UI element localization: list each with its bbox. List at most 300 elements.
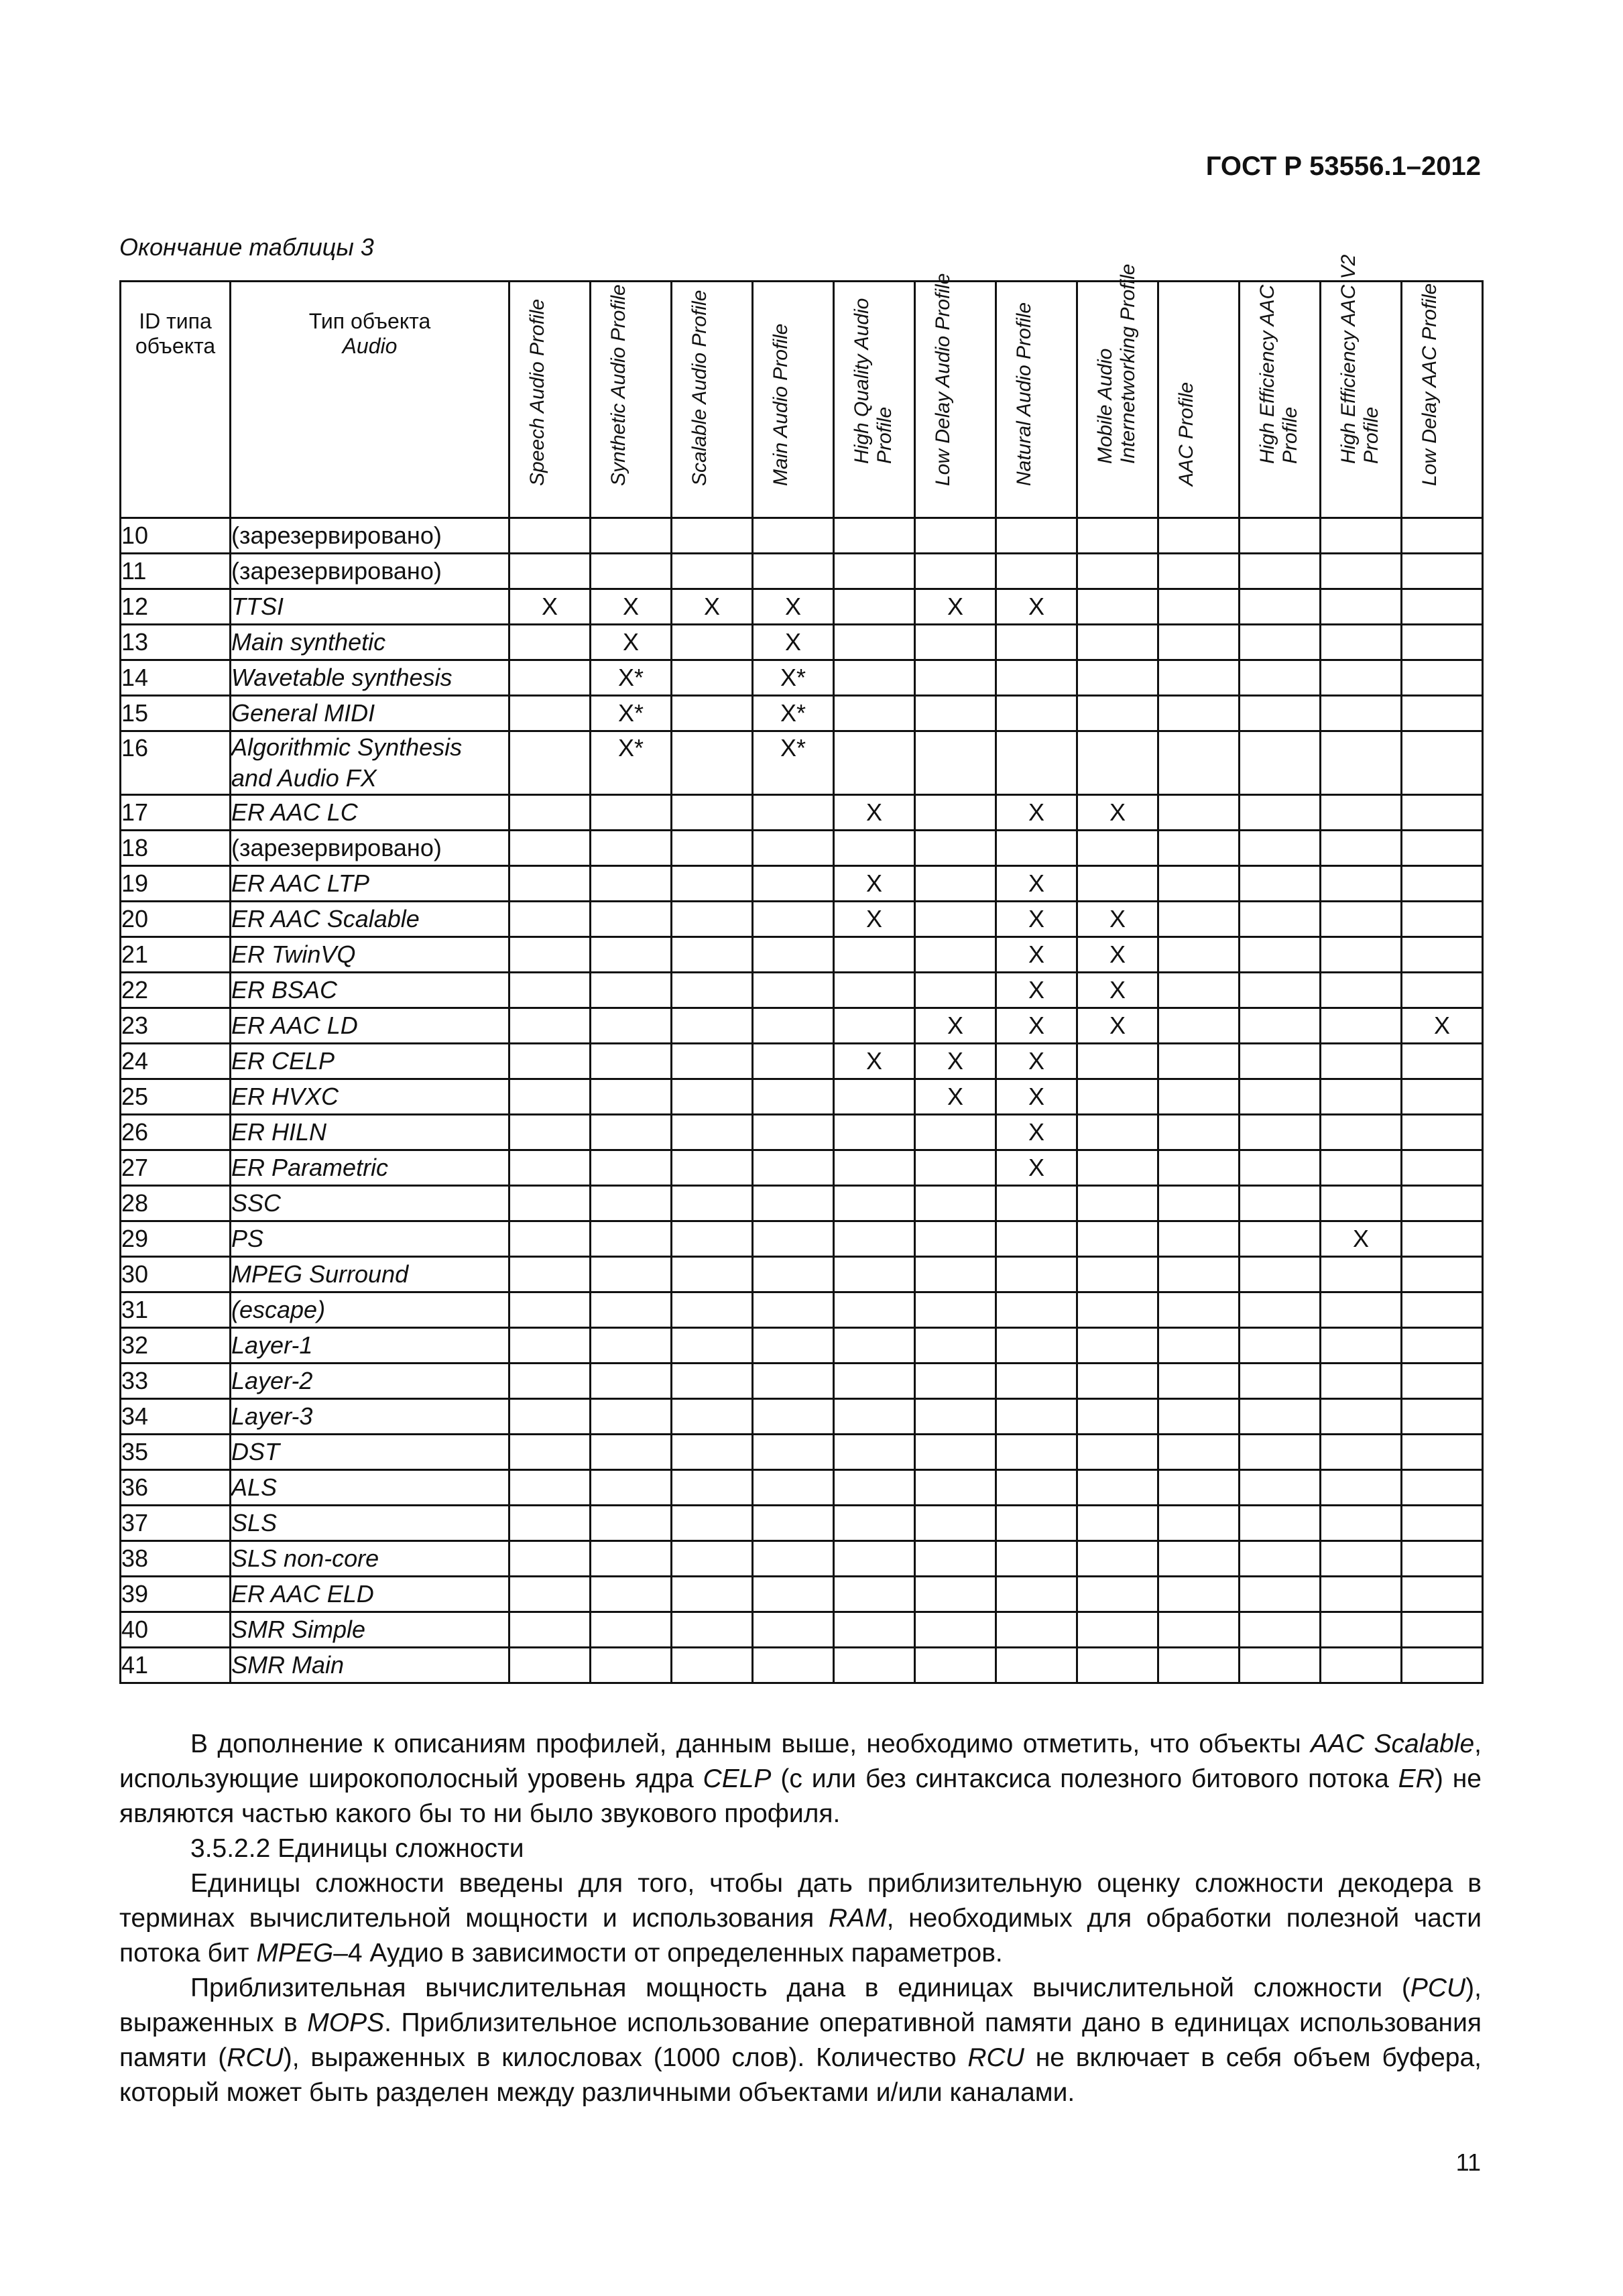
profile-mark [1240,937,1321,973]
profile-mark [672,660,753,696]
profile-mark [753,1470,834,1506]
profile-mark [1321,696,1402,731]
header-profile-label: Mobile Audio Internetworking Profile [1094,263,1139,464]
profile-mark [509,1221,591,1257]
profile-mark [1240,1221,1321,1257]
table-row [121,1186,1483,1221]
profile-mark [591,866,672,902]
profile-mark [1321,589,1402,625]
p4-rcu: RCU [227,2043,284,2072]
profile-mark: X* [753,731,834,795]
profile-mark [672,625,753,660]
page-number: 11 [1455,2149,1481,2176]
profile-mark [509,866,591,902]
header-profile [915,274,996,518]
profile-mark [1240,1257,1321,1292]
profile-mark [509,1470,591,1506]
object-type-id: 38 [121,1541,231,1577]
profile-mark [1240,660,1321,696]
profile-mark [1240,795,1321,831]
profile-mark [996,1470,1077,1506]
table-row [121,1577,1483,1612]
profile-mark [915,973,996,1008]
profile-mark [672,1115,753,1150]
profile-mark [834,1399,915,1435]
profile-mark [672,1364,753,1399]
profile-mark [591,973,672,1008]
profile-mark [591,1257,672,1292]
profile-mark [1240,1079,1321,1115]
profile-mark [1321,1541,1402,1577]
object-type-id: 23 [121,1008,231,1044]
profile-mark: X [996,937,1077,973]
profile-mark: X [1402,1008,1483,1044]
header-profile-label: Main Audio Profile [770,324,792,487]
profile-mark [753,902,834,937]
profile-mark [1321,1648,1402,1683]
profile-mark [1077,1221,1158,1257]
profile-mark [1077,731,1158,795]
profile-mark [915,831,996,866]
profile-mark [1158,1541,1240,1577]
profile-mark [1158,1506,1240,1541]
profile-mark: X [996,973,1077,1008]
object-type-id: 13 [121,625,231,660]
profile-mark [509,973,591,1008]
profile-mark [915,625,996,660]
profile-mark: X* [591,731,672,795]
profile-mark [834,973,915,1008]
profile-mark [1402,589,1483,625]
profile-mark [1321,1292,1402,1328]
profile-mark [1321,795,1402,831]
profile-mark [672,1257,753,1292]
object-type-name: ER AAC ELD [231,1577,509,1612]
profile-mark [753,1399,834,1435]
header-profile-label: Natural Audio Profile [1013,302,1035,487]
profile-mark [509,1079,591,1115]
profile-mark [509,1115,591,1150]
table-row [121,518,1483,554]
object-type-name: ER CELP [231,1044,509,1079]
profile-mark [996,1435,1077,1470]
profile-mark [1321,1470,1402,1506]
profile-mark [753,1506,834,1541]
profile-mark [1077,1292,1158,1328]
profile-mark [915,1470,996,1506]
profile-mark [672,1648,753,1683]
table-row [121,795,1483,831]
profile-mark: X [996,1115,1077,1150]
object-type-id: 20 [121,902,231,937]
profile-mark [509,696,591,731]
profile-mark [509,625,591,660]
profile-mark [1402,902,1483,937]
profile-mark [672,554,753,589]
profile-mark [672,795,753,831]
object-type-id: 22 [121,973,231,1008]
profile-mark [672,937,753,973]
object-type-id: 25 [121,1079,231,1115]
profile-mark [1321,831,1402,866]
profile-mark [1158,1079,1240,1115]
profile-mark [915,866,996,902]
header-profile-label: AAC Profile [1175,382,1197,487]
object-type-id: 37 [121,1506,231,1541]
profile-mark: X [591,589,672,625]
p1-text: В дополнение к описаниям профилей, данным выше, необходимо отметить, что объекты [190,1730,1311,1758]
profile-mark [996,554,1077,589]
profile-mark [1240,1150,1321,1186]
profile-mark [1240,1292,1321,1328]
profile-mark [1158,1364,1240,1399]
profile-mark [509,1328,591,1364]
p4-text: ), выраженных в килословах (1000 слов). Количество [283,2043,968,2072]
table-row [121,589,1483,625]
profile-mark [509,1292,591,1328]
profile-mark [915,518,996,554]
profile-mark [834,625,915,660]
profile-mark [509,1506,591,1541]
profile-mark [753,1008,834,1044]
profile-mark [1402,1470,1483,1506]
profile-mark [834,831,915,866]
profile-mark [1321,1257,1402,1292]
profile-mark: X* [591,696,672,731]
object-type-name: Layer-3 [231,1399,509,1435]
profile-mark: X* [753,696,834,731]
profile-mark [509,902,591,937]
profile-mark [1240,1470,1321,1506]
profile-mark [672,1044,753,1079]
profile-mark [1240,973,1321,1008]
object-type-name: ER AAC LC [231,795,509,831]
profile-mark [753,831,834,866]
table-row [121,1044,1483,1079]
profile-mark [1402,1257,1483,1292]
profile-mark [915,1292,996,1328]
object-type-id: 16 [121,731,231,795]
object-type-id: 32 [121,1328,231,1364]
profile-mark [509,1364,591,1399]
profile-mark [672,1292,753,1328]
profile-mark: X [1077,795,1158,831]
profile-mark [1077,1079,1158,1115]
profile-mark [1077,1115,1158,1150]
profile-mark [1077,1186,1158,1221]
profile-mark [672,731,753,795]
profile-mark [1402,866,1483,902]
object-type-id: 24 [121,1044,231,1079]
profile-mark [1402,1079,1483,1115]
profile-mark [996,1328,1077,1364]
profile-mark [996,1612,1077,1648]
profile-mark [509,660,591,696]
profile-mark [591,1186,672,1221]
object-type-name: Main synthetic [231,625,509,660]
profile-mark [915,1612,996,1648]
profile-mark [996,1648,1077,1683]
profile-mark [1321,1328,1402,1364]
header-type-line2: Audio [342,333,398,358]
profile-mark: X [996,866,1077,902]
profile-mark [1402,1577,1483,1612]
profile-mark [1158,1399,1240,1435]
header-profile [753,282,834,518]
profile-mark [996,1577,1077,1612]
profile-mark [834,1221,915,1257]
profile-mark [996,831,1077,866]
profile-mark [1077,1399,1158,1435]
profile-mark [672,866,753,902]
profile-mark [672,518,753,554]
profile-mark [1321,1399,1402,1435]
profile-mark [1077,1150,1158,1186]
profile-mark [996,1186,1077,1221]
profile-mark [1321,937,1402,973]
profile-mark [1240,1648,1321,1683]
profile-mark [753,1079,834,1115]
profile-mark [834,1577,915,1612]
profile-mark: X [915,1044,996,1079]
profile-mark [1158,831,1240,866]
object-type-id: 26 [121,1115,231,1150]
profile-mark [834,1008,915,1044]
object-type-name: ALS [231,1470,509,1506]
header-profile-label: Synthetic Audio Profile [607,284,629,487]
header-profile-label: Scalable Audio Profile [688,290,711,487]
profile-mark [834,1470,915,1506]
object-type-name: Layer-2 [231,1364,509,1399]
profile-mark [1240,1541,1321,1577]
object-type-name: ER AAC LD [231,1008,509,1044]
object-type-name: SLS [231,1506,509,1541]
profile-mark: X [915,589,996,625]
profile-mark [996,625,1077,660]
profile-mark [1077,1612,1158,1648]
profile-mark [1240,1044,1321,1079]
table-row [121,831,1483,866]
profile-mark [996,1292,1077,1328]
header-profile-label: Low Delay AAC Profile [1419,284,1441,487]
profile-mark [591,518,672,554]
profile-mark [509,1044,591,1079]
header-profile-label: High Quality Audio Profile [851,298,896,464]
profile-mark [591,795,672,831]
p4-text: . Приблизительное использование оперативной памяти дано в единицах использования памяти ( [119,2008,1482,2072]
object-type-name: SMR Main [231,1648,509,1683]
profile-mark [1158,554,1240,589]
profile-mark [996,1221,1077,1257]
profile-mark [1077,696,1158,731]
profile-mark [1402,1506,1483,1541]
header-id [121,282,231,518]
profile-mark: X* [591,660,672,696]
profile-mark [1240,731,1321,795]
profile-mark [509,1612,591,1648]
table-row [121,1328,1483,1364]
object-type-name: PS [231,1221,509,1257]
profile-mark [1402,1648,1483,1683]
header-profile-label: Speech Audio Profile [526,299,548,487]
profile-mark [834,1079,915,1115]
profile-mark [1077,1506,1158,1541]
object-type-id: 11 [121,554,231,589]
profile-mark [1158,1186,1240,1221]
profile-mark [591,1470,672,1506]
profile-mark [672,902,753,937]
profile-mark [915,1186,996,1221]
profile-mark [1402,1044,1483,1079]
profile-mark [915,937,996,973]
profile-mark [509,1399,591,1435]
p1-celp: CELP [703,1764,772,1793]
profile-mark [753,554,834,589]
profile-mark [834,1292,915,1328]
profile-mark [915,1577,996,1612]
profile-mark [996,1541,1077,1577]
profile-mark [1402,831,1483,866]
profile-mark [1240,866,1321,902]
profile-mark [1321,1506,1402,1541]
profile-mark [1321,973,1402,1008]
profile-mark [915,696,996,731]
profile-mark [1240,696,1321,731]
table-row [121,1399,1483,1435]
table-row [121,866,1483,902]
profile-mark [1158,795,1240,831]
profile-mark [509,1648,591,1683]
profile-mark [509,518,591,554]
table-row [121,1292,1483,1328]
profile-mark [1402,795,1483,831]
profile-mark [1158,1008,1240,1044]
object-type-id: 17 [121,795,231,831]
profile-mark [509,1186,591,1221]
profile-mark [1240,1435,1321,1470]
profile-mark [1402,1292,1483,1328]
header-id-line2: объекта [135,333,216,358]
profile-mark [509,1257,591,1292]
profile-mark [915,1257,996,1292]
profile-mark [591,1221,672,1257]
profile-mark [834,1328,915,1364]
profile-mark [1321,1435,1402,1470]
p3-text: Единицы сложности введены для того, чтобы дать приблизительную оценку сложности декодера в терминах вычислительной мощности и использования [119,1869,1482,1933]
object-type-name: ER Parametric [231,1150,509,1186]
profile-mark: X [1077,937,1158,973]
profile-mark [1321,731,1402,795]
profile-mark [591,1648,672,1683]
profile-mark [996,660,1077,696]
profile-mark [1240,1328,1321,1364]
body-text [119,1727,1482,2110]
profile-mark [753,795,834,831]
profile-mark [834,1115,915,1150]
profile-mark [753,1648,834,1683]
table-header-row [121,282,1483,518]
p3-text: , необходимых для обработки полезной части потока бит [119,1904,1482,1968]
profile-mark [834,1364,915,1399]
profile-mark [509,1150,591,1186]
header-profile [672,282,753,518]
header-profile-label: High Efficiency AAC Profile [1256,284,1301,464]
table-row [121,660,1483,696]
profile-mark [509,795,591,831]
profile-mark [996,518,1077,554]
section-heading: 3.5.2.2 Единицы сложности [190,1834,524,1863]
profile-mark [1158,1115,1240,1150]
object-type-id: 14 [121,660,231,696]
table-row [121,973,1483,1008]
profile-mark [834,1612,915,1648]
profile-mark [509,1577,591,1612]
object-type-id: 18 [121,831,231,866]
object-type-id: 36 [121,1470,231,1506]
profile-mark [915,1506,996,1541]
profile-mark [1402,518,1483,554]
profile-mark [1402,660,1483,696]
profile-mark [672,1079,753,1115]
profile-mark [591,831,672,866]
profile-mark: X [915,1008,996,1044]
object-type-id: 34 [121,1399,231,1435]
profile-mark [834,518,915,554]
header-profile [1321,254,1402,518]
profile-mark [1158,731,1240,795]
profile-mark [591,1506,672,1541]
profile-mark [753,1186,834,1221]
profile-mark [753,1612,834,1648]
profile-mark [753,1435,834,1470]
profile-mark [915,1541,996,1577]
table-row [121,1506,1483,1541]
profile-mark [1240,831,1321,866]
profile-mark [1321,1044,1402,1079]
profile-mark [672,696,753,731]
profile-mark [509,937,591,973]
profile-mark [1402,1221,1483,1257]
profile-mark [1077,1435,1158,1470]
profile-mark [672,1008,753,1044]
profile-mark [1077,1648,1158,1683]
table-row [121,1221,1483,1257]
profile-mark [672,1541,753,1577]
table-row [121,1008,1483,1044]
profile-mark [1402,1612,1483,1648]
profile-mark [1240,1399,1321,1435]
p1-text: ) не являются частью какого бы то ни было звукового профиля. [119,1764,1482,1828]
object-type-id: 28 [121,1186,231,1221]
profile-mark [915,1115,996,1150]
header-profile [1158,282,1240,518]
profile-mark [591,554,672,589]
profile-mark [1321,902,1402,937]
profile-mark [1240,1612,1321,1648]
profile-mark [915,1328,996,1364]
profile-mark [834,554,915,589]
profile-mark [753,1115,834,1150]
profile-mark [1158,902,1240,937]
profile-mark [915,1150,996,1186]
profile-mark [1158,1044,1240,1079]
profile-mark [591,1008,672,1044]
profile-mark [1402,554,1483,589]
profile-mark: X [996,1150,1077,1186]
profile-mark [1158,625,1240,660]
profile-mark: X [996,1008,1077,1044]
object-type-id: 31 [121,1292,231,1328]
